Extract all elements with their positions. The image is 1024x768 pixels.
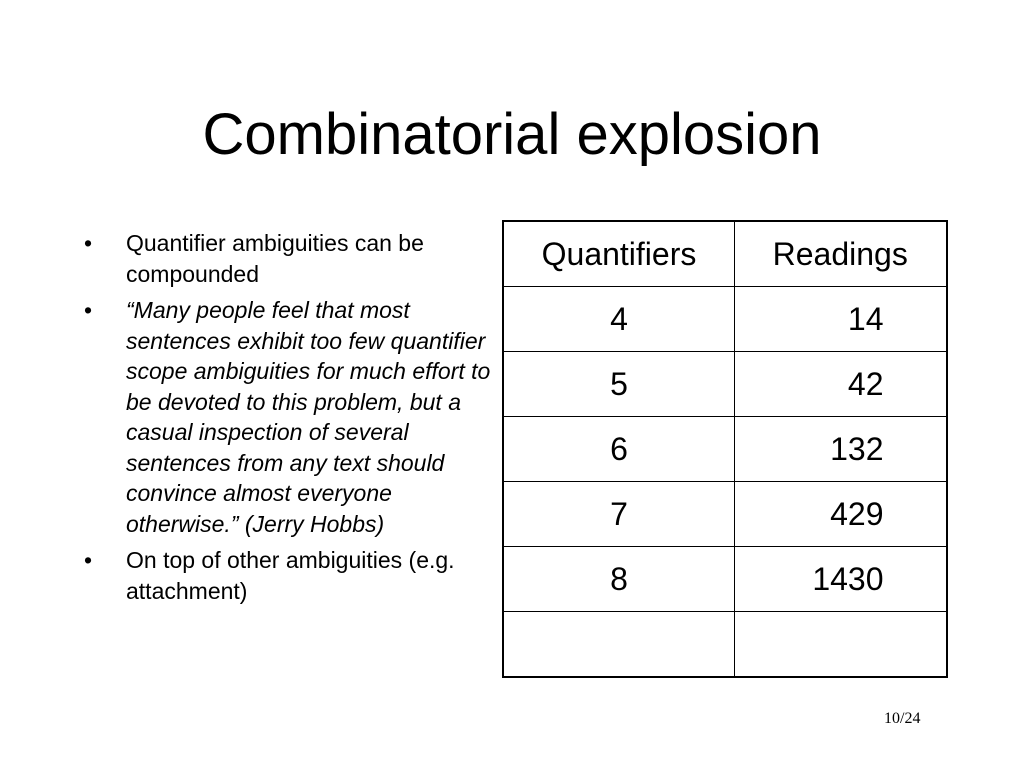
cell-quantifiers: 4 [503, 287, 735, 352]
cell-readings [735, 612, 947, 678]
bullet-marker: • [84, 547, 93, 573]
table-row [503, 547, 947, 612]
cell-quantifiers: 8 [503, 547, 735, 612]
bullet-item [84, 295, 502, 539]
cell-readings: 1430 [735, 547, 947, 612]
header-quantifiers: Quantifiers [503, 221, 735, 287]
page-number: 10/24 [884, 710, 921, 727]
cell-quantifiers: 6 [503, 417, 735, 482]
table-row [503, 287, 947, 352]
cell-quantifiers: 7 [503, 482, 735, 547]
bullet-quote-text: “Many people feel that most sentences exhibit too few quantifier scope ambiguities for much effort to be devoted to this problem, but a casual inspection of several sentences from any text should convince almost everyone otherwise.” (Jerry Hobbs) [126, 297, 491, 537]
bullet-marker: • [84, 230, 93, 256]
bullet-item [84, 545, 502, 606]
cell-readings: 42 [735, 352, 947, 417]
cell-readings: 14 [735, 287, 947, 352]
cell-readings: 132 [735, 417, 947, 482]
table-row [503, 352, 947, 417]
table-row [503, 482, 947, 547]
bullet-marker: • [84, 297, 93, 323]
bullet-list [84, 228, 502, 612]
bullet-text: On top of other ambiguities (e.g. attachment) [126, 547, 455, 604]
readings-table [502, 220, 948, 678]
cell-readings: 429 [735, 482, 947, 547]
table-row [503, 417, 947, 482]
cell-quantifiers: 5 [503, 352, 735, 417]
slide-title: Combinatorial explosion [202, 102, 822, 167]
cell-quantifiers [503, 612, 735, 678]
table-header-row [503, 221, 947, 287]
header-readings: Readings [735, 221, 947, 287]
table-row-empty [503, 612, 947, 678]
bullet-item [84, 228, 502, 289]
bullet-text: Quantifier ambiguities can be compounded [126, 230, 424, 287]
